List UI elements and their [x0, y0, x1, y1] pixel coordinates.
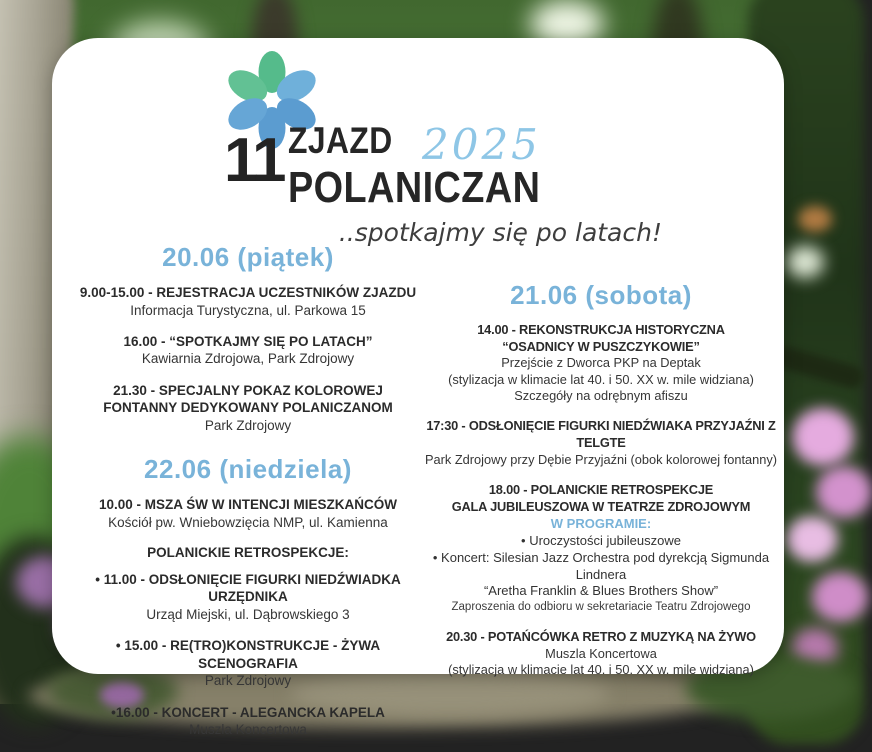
event-friday-fountain-show [78, 382, 418, 434]
program-item: • Uroczystości jubileuszowe [521, 532, 681, 548]
event-title: 18.00 - POLANICKIE RETROSPEKCJE [488, 482, 714, 497]
bg-rhododendron-flower [812, 572, 868, 622]
event-location: Park Zdrojowy przy Dębie Przyjaźni (obok kolorowej fontanny) [424, 451, 778, 467]
title-year: 2025 [422, 120, 541, 169]
schedule-column-left [78, 242, 418, 752]
bg-light-spot [798, 206, 832, 232]
event-location: Informacja Turystyczna, ul. Parkowa 15 [130, 302, 366, 318]
event-saturday-figurine [416, 418, 786, 468]
event-title: 17:30 - ODSŁONIĘCIE FIGURKI NIEDŹWIAKA PRZYJAŹNI Z TELGTE [426, 418, 776, 450]
event-title: 16.00 - “SPOTKAJMY SIĘ PO LATACH” [123, 333, 373, 349]
title-line2-text: POLANICZAN [288, 163, 541, 212]
event-saturday-gala [416, 482, 786, 615]
event-title: •16.00 - KONCERT - ALEGANCKA KAPELA [111, 704, 385, 720]
event-title: 14.00 - REKONSTRUKCJA HISTORYCZNA [477, 322, 725, 337]
event-location: Przejście z Dworca PKP na Deptak [501, 355, 701, 371]
day-heading-friday: 20.06 (piątek) [162, 242, 334, 272]
event-location: Muszla Koncertowa [545, 645, 657, 661]
event-saturday-retro-dance [416, 629, 786, 678]
event-friday-meeting [78, 333, 418, 368]
bg-rhododendron-flower [786, 516, 838, 562]
event-sunday-mass [78, 496, 418, 531]
event-title: 20.30 - POTAŃCÓWKA RETRO Z MUZYKĄ NA ŻYWO [446, 629, 756, 645]
program-item: “Aretha Franklin & Blues Brothers Show” [483, 583, 719, 599]
event-title: 9.00-15.00 - REJESTRACJA UCZESTNIKÓW ZJAZDU [79, 285, 417, 300]
title-line1 [288, 122, 410, 159]
event-location: Muszla Koncertowa [189, 722, 307, 738]
title-line1-text: ZJAZD [288, 120, 393, 161]
retrospections-label: POLANICKIE RETROSPEKCJE: [147, 544, 349, 560]
event-sunday-concert [78, 704, 418, 739]
event-saturday-reconstruction [416, 322, 786, 404]
event-note: (stylizacja w klimacie lat 40. i 50. XX w. mile widziana) [448, 371, 754, 387]
event-title: • 11.00 - ODSŁONIĘCIE FIGURKI NIEDŹWIADKA URZĘDNIKA [95, 571, 401, 605]
event-title: GALA JUBILEUSZOWA W TEATRZE ZDROJOWYM [451, 498, 751, 514]
schedule-column-right [416, 280, 786, 693]
event-title: 10.00 - MSZA ŚW W INTENCJI MIESZKAŃCÓW [98, 496, 397, 512]
event-location: Park Zdrojowy [204, 417, 292, 433]
event-title: • 15.00 - RE(TRO)KONSTRUKCJE - ŻYWA SCENOGRAFIA [115, 638, 381, 671]
event-note: Zaproszenia do odbioru w sekretariacie Teatru Zdrojowego [451, 601, 751, 614]
event-friday-registration [78, 284, 418, 319]
event-location: Kawiarnia Zdrojowa, Park Zdrojowy [141, 351, 355, 367]
event-note: Szczegóły na odrębnym afiszu [514, 388, 688, 403]
bg-rhododendron-flower [792, 408, 854, 466]
day-heading-saturday: 21.06 (sobota) [510, 280, 692, 310]
program-item: • Koncert: Silesian Jazz Orchestra pod dyrekcją Sigmunda Lindnera [432, 549, 770, 582]
event-title: 21.30 - SPECJALNY POKAZ KOLOROWEJ FONTANNY DEDYKOWANY POLANICZANOM [103, 382, 393, 416]
event-title: “OSADNICY W PUSZCZYKOWIE” [502, 338, 700, 354]
event-location: Urząd Miejski, ul. Dąbrowskiego 3 [146, 606, 350, 622]
bg-rhododendron-flower [816, 466, 872, 518]
subtitle: ..spotkajmy się po latach! [338, 218, 662, 247]
event-note: (stylizacja w klimacie lat 40. i 50. XX w. mile widziana) [448, 662, 754, 678]
event-sunday-retro-constructions [78, 637, 418, 689]
day-heading-sunday: 22.06 (niedziela) [144, 453, 352, 484]
edition-number: 11 [224, 126, 284, 195]
bg-light-spot [786, 246, 824, 278]
event-location: Park Zdrojowy [204, 673, 292, 689]
program-label: W PROGRAMIE: [550, 516, 652, 532]
event-location: Kościół pw. Wniebowzięcia NMP, ul. Kamienna [108, 514, 388, 530]
title-line2 [288, 163, 581, 212]
poster-card [52, 38, 784, 738]
event-sunday-figurine [78, 571, 418, 623]
